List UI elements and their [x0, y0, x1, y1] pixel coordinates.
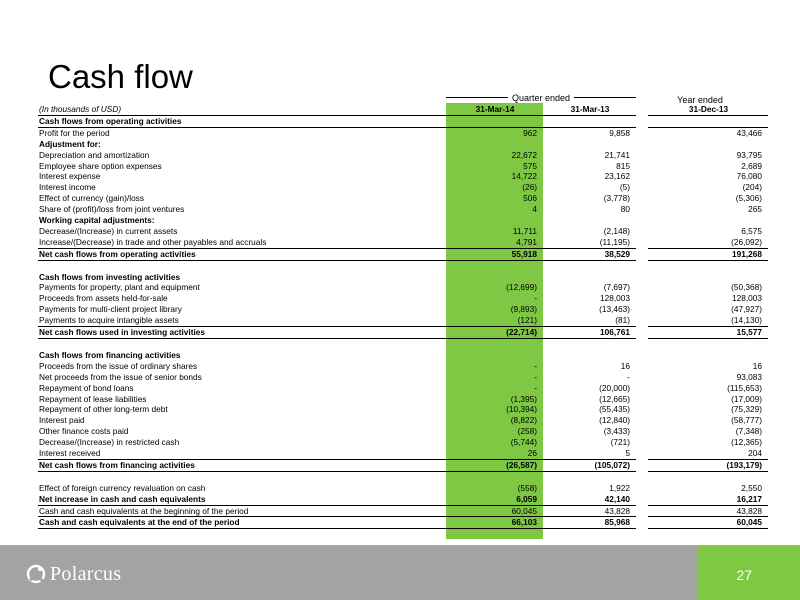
table-row: [38, 415, 768, 426]
spacer: [636, 171, 648, 182]
table-row: [38, 471, 768, 482]
row-label: Cash and cash equivalents at the end of the period: [38, 517, 446, 529]
spacer: [636, 327, 648, 339]
row-label: [38, 471, 446, 482]
value-31-mar-13: (2,148): [603, 225, 630, 236]
spacer: [636, 471, 648, 482]
row-label: Net cash flows from operating activities: [38, 248, 446, 260]
value-31-dec-13: (75,329): [731, 404, 762, 415]
spacer: [636, 426, 648, 437]
row-label: Cash flows from operating activities: [38, 115, 446, 127]
spacer: [636, 372, 648, 383]
table-row: [38, 517, 768, 529]
row-label: Cash and cash equivalents at the beginning of the period: [38, 505, 446, 517]
table-row: [38, 426, 768, 437]
spacer: [636, 459, 648, 471]
value-31-dec-13: 60,045: [648, 517, 768, 529]
polarcus-swirl-icon: [26, 563, 46, 585]
value-31-dec-13: [648, 215, 768, 226]
value-31-mar-14: [446, 139, 543, 150]
value-31-mar-13: -: [627, 371, 630, 382]
value-31-mar-14: 60,045: [446, 505, 543, 517]
row-label: Adjustment for:: [39, 138, 101, 149]
table-row: [38, 248, 768, 260]
row-label: Interest expense: [39, 171, 101, 182]
row-label: Cash flows from financing activities: [39, 349, 181, 360]
value-31-mar-13: (3,433): [603, 426, 630, 437]
row-label: Repayment of bond loans: [39, 382, 134, 393]
value-31-dec-13: 16,217: [736, 493, 762, 504]
value-31-mar-14: 11,711: [512, 225, 537, 236]
table-row: [38, 350, 768, 361]
value-31-mar-14: (22,714): [446, 327, 543, 339]
value-31-dec-13: 43,466: [736, 127, 762, 138]
value-31-mar-14: 962: [523, 127, 537, 138]
value-31-mar-13: (81): [543, 315, 636, 326]
row-label: Increase/(Decrease) in trade and other payables and accruals: [38, 237, 446, 248]
table-row: [38, 237, 768, 248]
spacer: [636, 237, 648, 248]
value-31-mar-13: 80: [620, 204, 630, 215]
row-label: Payments to acquire intangible assets: [38, 315, 446, 326]
value-31-mar-13: 128,003: [600, 293, 630, 304]
spacer: [636, 272, 648, 283]
value-31-dec-13: (204): [742, 182, 762, 193]
spacer: [636, 226, 648, 237]
row-label: Net cash flows from financing activities: [38, 459, 446, 471]
spacer: [636, 215, 648, 226]
row-label: [38, 260, 446, 271]
slide-title: Cash flow: [48, 58, 193, 95]
value-31-mar-14: 4,791: [446, 237, 543, 248]
table-header-row: [38, 104, 768, 115]
value-31-mar-14: 506: [523, 193, 537, 204]
table-row: [38, 383, 768, 394]
value-31-dec-13: (5,306): [735, 193, 762, 204]
row-label: Net proceeds from the issue of senior bonds: [39, 371, 202, 382]
value-31-mar-13: 21,741: [604, 149, 630, 160]
value-31-dec-13: [648, 260, 768, 271]
row-label: Proceeds from assets held-for-sale: [39, 293, 168, 304]
spacer: [636, 193, 648, 204]
table-row: [38, 139, 768, 150]
value-31-dec-13: 43,828: [648, 505, 768, 517]
cash-flow-table: [38, 104, 768, 529]
value-31-mar-14: -: [534, 293, 537, 304]
value-31-mar-13: 16: [620, 360, 630, 371]
spacer: [636, 260, 648, 271]
value-31-dec-13: (14,130): [648, 315, 768, 326]
value-31-mar-13: (721): [610, 437, 630, 448]
value-31-mar-14: (26): [522, 182, 537, 193]
row-label: Interest paid: [39, 415, 85, 426]
row-label: Decrease/(Increase) in current assets: [39, 225, 178, 236]
value-31-dec-13: 6,575: [741, 225, 762, 236]
value-31-mar-13: (105,072): [543, 459, 636, 471]
table-row: [38, 115, 768, 127]
value-31-dec-13: (58,777): [731, 415, 762, 426]
row-label: Proceeds from the issue of ordinary shares: [39, 360, 198, 371]
row-label: Repayment of other long-term debt: [39, 404, 168, 415]
spacer: [636, 139, 648, 150]
spacer: [636, 448, 648, 459]
value-31-mar-13: (55,435): [599, 404, 630, 415]
value-31-mar-13: [543, 350, 636, 361]
value-31-mar-13: (11,195): [543, 237, 636, 248]
column-header-31-mar-13: 31-Mar-13: [570, 104, 610, 114]
value-31-dec-13: [648, 339, 768, 350]
spacer: [636, 182, 648, 193]
value-31-mar-14: [446, 260, 543, 271]
spacer: [636, 150, 648, 161]
row-label: Decrease/(Increase) in restricted cash: [39, 437, 180, 448]
value-31-dec-13: [648, 350, 768, 361]
table-row: [38, 327, 768, 339]
column-header-31-dec-13: 31-Dec-13: [688, 104, 729, 114]
value-31-mar-14: (12,699): [506, 282, 537, 293]
table-row: [38, 372, 768, 383]
value-31-mar-13: [543, 115, 636, 127]
row-label: Effect of currency (gain)/loss: [39, 193, 144, 204]
table-row: [38, 293, 768, 304]
table-row: [38, 448, 768, 459]
spacer: [636, 415, 648, 426]
value-31-mar-13: 42,140: [604, 493, 630, 504]
table-row: [38, 226, 768, 237]
row-label: Payments for property, plant and equipment: [39, 282, 200, 293]
row-label: Share of (profit)/loss from joint ventures: [39, 204, 185, 215]
value-31-mar-13: 815: [616, 160, 630, 171]
value-31-mar-13: [543, 339, 636, 350]
value-31-mar-14: (8,822): [510, 415, 537, 426]
value-31-mar-14: 6,059: [516, 493, 537, 504]
value-31-mar-13: (3,778): [603, 193, 630, 204]
value-31-mar-14: [446, 339, 543, 350]
value-31-dec-13: 191,268: [648, 248, 768, 260]
row-label: Interest income: [39, 182, 96, 193]
spacer: [636, 282, 648, 293]
spacer: [636, 383, 648, 394]
table-row: [38, 193, 768, 204]
row-label: Profit for the period: [39, 127, 110, 138]
value-31-mar-13: (20,000): [599, 382, 630, 393]
value-31-mar-13: 106,761: [543, 327, 636, 339]
spacer: [636, 339, 648, 350]
value-31-dec-13: 204: [648, 448, 768, 459]
spacer: [636, 127, 648, 138]
value-31-dec-13: [648, 115, 768, 127]
value-31-mar-13: 9,858: [609, 127, 630, 138]
value-31-dec-13: 93,795: [736, 149, 762, 160]
value-31-dec-13: (193,179): [648, 459, 768, 471]
value-31-dec-13: 2,550: [741, 482, 762, 493]
value-31-mar-13: (7,697): [603, 282, 630, 293]
value-31-dec-13: 128,003: [732, 293, 762, 304]
table-row: [38, 315, 768, 326]
value-31-mar-13: (12,840): [599, 415, 630, 426]
table-row: [38, 161, 768, 172]
value-31-mar-13: (13,463): [599, 304, 630, 315]
table-row: [38, 483, 768, 494]
table-row: [38, 260, 768, 271]
row-label: Cash flows from investing activities: [39, 271, 181, 282]
value-31-mar-14: -: [534, 371, 537, 382]
value-31-dec-13: 93,083: [736, 371, 762, 382]
value-31-dec-13: 265: [748, 204, 762, 215]
value-31-mar-14: 575: [523, 160, 537, 171]
spacer: [636, 293, 648, 304]
value-31-mar-14: (558): [517, 482, 537, 493]
value-31-mar-14: 55,918: [446, 248, 543, 260]
value-31-dec-13: 16: [752, 360, 762, 371]
value-31-mar-14: (9,893): [510, 304, 537, 315]
value-31-mar-13: 85,968: [543, 517, 636, 529]
table-row: [38, 215, 768, 226]
value-31-mar-14: (26,587): [446, 459, 543, 471]
value-31-dec-13: (50,368): [731, 282, 762, 293]
table-row: [38, 171, 768, 182]
quarter-ended-header: [446, 93, 636, 103]
value-31-mar-14: (121): [446, 315, 543, 326]
spacer: [636, 437, 648, 448]
value-31-mar-14: (1,395): [510, 393, 537, 404]
row-label: Depreciation and amortization: [39, 149, 150, 160]
value-31-mar-13: 43,828: [543, 505, 636, 517]
spacer: [636, 304, 648, 315]
table-row: [38, 494, 768, 505]
row-label: Net cash flows used in investing activities: [38, 327, 446, 339]
row-label: Payments for multi-client project library: [39, 304, 182, 315]
value-31-mar-14: [446, 215, 543, 226]
table-row: [38, 304, 768, 315]
spacer: [636, 161, 648, 172]
spacer: [636, 248, 648, 260]
table-row: [38, 204, 768, 215]
logo-text: Polarcus: [50, 562, 122, 585]
quarter-ended-label: Quarter ended: [508, 93, 574, 103]
spacer: [636, 494, 648, 505]
value-31-mar-14: -: [534, 360, 537, 371]
spacer: [636, 404, 648, 415]
table-row: [38, 272, 768, 283]
value-31-mar-13: 23,162: [604, 171, 630, 182]
table-row: [38, 404, 768, 415]
page-number: 27: [736, 567, 752, 583]
table-row: [38, 339, 768, 350]
value-31-dec-13: (26,092): [648, 237, 768, 248]
spacer: [636, 517, 648, 529]
value-31-mar-13: [543, 260, 636, 271]
value-31-dec-13: 2,689: [741, 160, 762, 171]
spacer: [636, 115, 648, 127]
value-31-dec-13: (47,927): [731, 304, 762, 315]
table-row: [38, 437, 768, 448]
row-label: [38, 339, 446, 350]
value-31-dec-13: [648, 139, 768, 150]
spacer: [636, 483, 648, 494]
row-label: Interest received: [38, 448, 446, 459]
value-31-mar-14: 22,672: [511, 149, 537, 160]
table-row: [38, 127, 768, 138]
value-31-mar-14: [446, 272, 543, 283]
value-31-mar-13: 5: [543, 448, 636, 459]
value-31-mar-14: (10,394): [506, 404, 537, 415]
table-row: [38, 282, 768, 293]
row-label: Employee share option expenses: [39, 160, 162, 171]
row-label: Effect of foreign currency revaluation on cash: [39, 482, 206, 493]
table-row: [38, 459, 768, 471]
value-31-mar-14: [446, 471, 543, 482]
value-31-mar-13: [543, 139, 636, 150]
table-row: [38, 361, 768, 372]
value-31-mar-14: 4: [532, 204, 537, 215]
table-row: [38, 150, 768, 161]
table-row: [38, 182, 768, 193]
value-31-mar-14: (258): [517, 426, 537, 437]
company-logo: [26, 562, 121, 586]
value-31-dec-13: [648, 272, 768, 283]
value-31-mar-13: [543, 471, 636, 482]
spacer: [636, 394, 648, 405]
value-31-mar-14: 26: [446, 448, 543, 459]
value-31-dec-13: [648, 471, 768, 482]
value-31-mar-13: 1,922: [609, 482, 630, 493]
value-31-dec-13: 76,080: [736, 171, 762, 182]
value-31-dec-13: (17,009): [731, 393, 762, 404]
value-31-mar-14: -: [534, 382, 537, 393]
value-31-mar-14: [446, 350, 543, 361]
value-31-mar-13: (5): [619, 182, 630, 193]
value-31-mar-13: [543, 272, 636, 283]
value-31-mar-14: [446, 115, 543, 127]
value-31-mar-13: 38,529: [543, 248, 636, 260]
value-31-mar-14: (5,744): [510, 437, 537, 448]
unit-label: (In thousands of USD): [39, 104, 122, 114]
value-31-mar-13: (12,665): [599, 393, 630, 404]
row-label: Other finance costs paid: [39, 426, 129, 437]
value-31-dec-13: 15,577: [648, 327, 768, 339]
value-31-dec-13: (7,348): [735, 426, 762, 437]
value-31-dec-13: (115,653): [727, 382, 762, 393]
spacer: [636, 204, 648, 215]
spacer: [636, 315, 648, 326]
value-31-mar-14: 14,722: [511, 171, 537, 182]
spacer: [636, 350, 648, 361]
row-label: Repayment of lease liabilities: [39, 393, 147, 404]
value-31-mar-14: 66,103: [446, 517, 543, 529]
spacer: [636, 505, 648, 517]
table-row: [38, 394, 768, 405]
value-31-mar-13: [543, 215, 636, 226]
table-row: [38, 505, 768, 517]
spacer: [636, 361, 648, 372]
row-label: Working capital adjustments:: [39, 215, 155, 226]
column-header-31-mar-14: 31-Mar-14: [475, 104, 515, 114]
year-ended-label: Year ended: [677, 95, 723, 105]
row-label: Net increase in cash and cash equivalents: [39, 493, 206, 504]
value-31-dec-13: (12,365): [731, 437, 762, 448]
